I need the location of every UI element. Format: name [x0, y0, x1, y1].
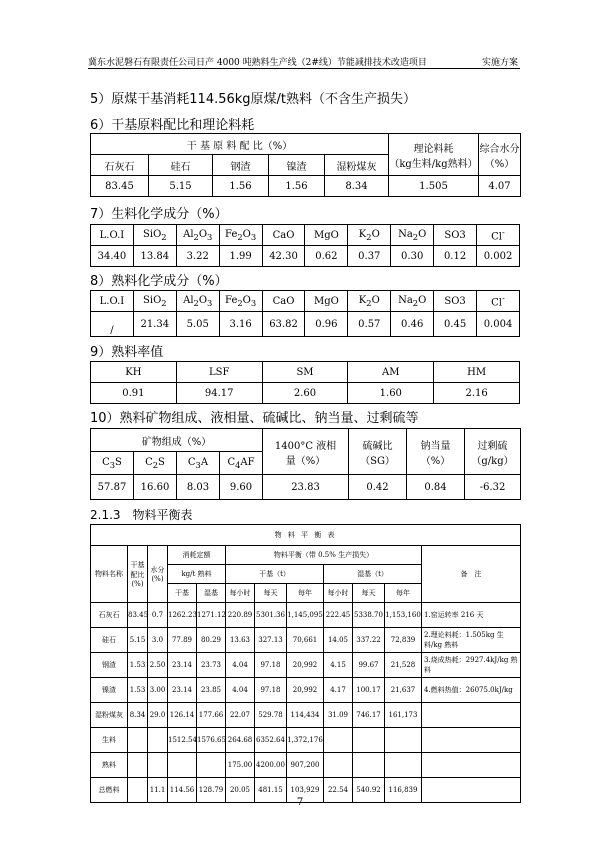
mineral-header: 矿物组成（%）: [91, 429, 263, 452]
table-cell: 5.05: [176, 312, 219, 337]
table-cell: 21,637: [385, 678, 422, 703]
h-dry-ratio: 干基配比(%): [128, 546, 148, 603]
table-cell: 99.67: [353, 653, 385, 678]
table-cell: 0.30: [391, 246, 434, 267]
table-cell: 20,992: [287, 653, 324, 678]
table-cell: 31.09: [324, 703, 353, 728]
table-cell: 13.63: [226, 628, 255, 653]
h-consume-dry: 干基: [168, 584, 197, 603]
chem-header: $Al_2O_3$: [176, 291, 219, 312]
table-cell: 126.14: [168, 703, 197, 728]
table-cell: [385, 753, 422, 778]
water-header: 综合水分 （%）: [479, 134, 521, 176]
material-name: 生料: [91, 728, 128, 753]
raw-ratio-table: [90, 133, 521, 197]
table-cell: 8.34: [325, 176, 389, 197]
table-cell: 2.50: [148, 653, 168, 678]
mineral-c3s: $C_3S$: [91, 452, 134, 475]
h-wet-t: 湿基（t）: [324, 565, 422, 584]
h-consume-unit: kg/t 熟料: [168, 565, 226, 584]
table-cell: 0.42: [349, 475, 407, 500]
liquid-header: 1400°C 液相 量（%）: [263, 429, 349, 475]
chem-header: $K_2O$: [348, 291, 391, 312]
material-name: 硅石: [91, 628, 128, 653]
table-cell: 97.18: [255, 678, 287, 703]
table-cell: 2.16: [434, 383, 520, 404]
table-cell: 70,661: [287, 628, 324, 653]
table-cell: 1576.65: [197, 728, 226, 753]
table-cell: 100.17: [353, 678, 385, 703]
table-row: [91, 653, 521, 678]
table-cell: 222.45: [324, 603, 353, 628]
section-8-heading: 8）熟料化学成分（%）: [90, 274, 228, 289]
table-cell: 161,173: [385, 703, 422, 728]
table-row: [91, 728, 521, 753]
chem-header: $K_2O$: [348, 225, 391, 246]
chem-header: Cl-: [477, 225, 520, 246]
table-row: [91, 603, 521, 628]
h-wet-day: 每天: [353, 584, 385, 603]
page-number: 7: [296, 797, 304, 808]
table-cell: 337.22: [353, 628, 385, 653]
table-cell: 34.40: [91, 246, 134, 267]
table-cell: 175.00: [226, 753, 255, 778]
table-cell: 481.15: [255, 778, 287, 803]
section-6-heading: 6）干基原料配比和理论料耗: [90, 118, 255, 133]
h-dry-hour: 每小时: [226, 584, 255, 603]
clinker-modulus-table: [90, 361, 520, 404]
table-cell: 2.60: [262, 383, 348, 404]
table-cell: 529.78: [255, 703, 287, 728]
chem-header: CaO: [262, 225, 305, 246]
h-dry-day: 每天: [255, 584, 287, 603]
table-cell: 177.66: [197, 703, 226, 728]
table-cell: 1.53: [128, 653, 148, 678]
table-cell: 3.烧成热耗：2927.4kJ/kg 熟料: [422, 653, 521, 678]
material-name: 钢渣: [91, 653, 128, 678]
chem-header: CaO: [262, 291, 305, 312]
table-cell: 21,528: [385, 653, 422, 678]
table-cell: 14.05: [324, 628, 353, 653]
table-cell: 5301.36: [255, 603, 287, 628]
table-cell: 1.53: [128, 678, 148, 703]
h-dry-year: 每年: [287, 584, 324, 603]
table-cell: [148, 728, 168, 753]
col-nickel-slag: 镍渣: [269, 155, 325, 176]
mineral-c4af: $C_4AF$: [220, 452, 263, 475]
table-cell: 1.窑运转率 216 天: [422, 603, 521, 628]
header-doc-type: 实施方案: [481, 58, 518, 68]
table-cell: 9.60: [220, 475, 263, 500]
table-header: HM: [434, 362, 520, 383]
table-cell: [324, 728, 353, 753]
h-consume-wet: 湿基: [197, 584, 226, 603]
h-material-name: 物料名称: [91, 546, 128, 603]
h-water: 水分(%): [148, 546, 168, 603]
table-cell: 3.0: [148, 628, 168, 653]
table-cell: 8.34: [128, 703, 148, 728]
table-cell: 23.14: [168, 678, 197, 703]
table-cell: 0.84: [407, 475, 465, 500]
table-cell: 13.84: [133, 246, 176, 267]
chem-header: $Fe_2O_3$: [219, 291, 262, 312]
table-cell: 83.45: [91, 176, 149, 197]
h-note: 备 注: [422, 546, 521, 603]
table-cell: 5338.70: [353, 603, 385, 628]
table-cell: 1,145,095: [287, 603, 324, 628]
header-project: 冀东水泥磐石有限责任公司日产 4000 吨熟料生产线（2#线）节能减排技术改造项目: [88, 58, 427, 68]
h-balance: 物料平衡（带 0.5% 生产损失）: [226, 546, 422, 565]
table-row: [91, 678, 521, 703]
material-name: 总燃料: [91, 778, 128, 803]
section-213-heading: 2.1.3 物料平衡表: [90, 508, 193, 522]
table-cell: 22.54: [324, 778, 353, 803]
table-cell: 0.37: [348, 246, 391, 267]
table-cell: 4.04: [226, 653, 255, 678]
section-10-heading: 10）熟料矿物组成、液相量、硫碱比、钠当量、过剩硫等: [90, 411, 419, 426]
table-cell: [168, 753, 197, 778]
section-5-heading: 5）原煤干基消耗114.56kg原煤/t熟料（不含生产损失）: [90, 92, 417, 107]
table-cell: 0.96: [305, 312, 348, 337]
table-cell: /: [91, 312, 134, 337]
page-header: [88, 55, 518, 68]
h-wet-hour: 每小时: [324, 584, 353, 603]
table-cell: 20,992: [287, 678, 324, 703]
table-cell: 128.79: [197, 778, 226, 803]
table-cell: 4.17: [324, 678, 353, 703]
section-9-heading: 9）熟料率值: [90, 345, 164, 360]
table-cell: 20.05: [226, 778, 255, 803]
mineral-c3a: $C_3A$: [177, 452, 220, 475]
chem-header: SiO$_2$: [133, 291, 176, 312]
table-cell: [324, 753, 353, 778]
chem-header: $Na_2O$: [391, 225, 434, 246]
table-cell: 0.7: [148, 603, 168, 628]
table-cell: 1.60: [348, 383, 434, 404]
mineral-c2s: $C_2S$: [134, 452, 177, 475]
table-cell: 264.68: [226, 728, 255, 753]
na-header: 钠当量 （%）: [407, 429, 465, 475]
table-cell: [197, 753, 226, 778]
table-cell: 42.30: [262, 246, 305, 267]
raw-meal-chem-table: [90, 224, 520, 267]
table-header: SM: [262, 362, 348, 383]
chem-header: MgO: [305, 291, 348, 312]
table-cell: 1,153,160: [385, 603, 422, 628]
chem-header: SiO$_2$: [133, 225, 176, 246]
table-cell: 2.理论料耗：1.505kg 生料/kg 熟料: [422, 628, 521, 653]
table-cell: 4.燃料热值：26075.0kJ/kg: [422, 678, 521, 703]
table-cell: 3.00: [148, 678, 168, 703]
table-cell: 83.45: [128, 603, 148, 628]
chem-header: L.O.I: [91, 225, 134, 246]
col-fly-ash: 湿粉煤灰: [325, 155, 389, 176]
table-cell: 0.91: [91, 383, 177, 404]
table-cell: 11.1: [148, 778, 168, 803]
table-cell: 4.15: [324, 653, 353, 678]
h-consume: 消耗定额: [168, 546, 226, 565]
h-dry-t: 干基（t）: [226, 565, 324, 584]
table-cell: 63.82: [262, 312, 305, 337]
table-cell: 907,200: [287, 753, 324, 778]
table-cell: 23.14: [168, 653, 197, 678]
table-cell: 116,839: [385, 778, 422, 803]
table-cell: 23.73: [197, 653, 226, 678]
material-name: 镍渣: [91, 678, 128, 703]
table-cell: 0.57: [348, 312, 391, 337]
table-cell: 1.56: [213, 176, 269, 197]
table-cell: 0.002: [477, 246, 520, 267]
table-cell: 103,929: [287, 778, 324, 803]
chem-header: SO3: [434, 291, 477, 312]
chem-header: $Al_2O_3$: [176, 225, 219, 246]
table-cell: 0.46: [391, 312, 434, 337]
table-cell: 6352.64: [255, 728, 287, 753]
excess-s-header: 过剩硫 （g/kg）: [465, 429, 521, 475]
chem-header: MgO: [305, 225, 348, 246]
sg-header: 硫碱比 （SG）: [349, 429, 407, 475]
table-cell: 114,434: [287, 703, 324, 728]
chem-header: Cl-: [477, 291, 520, 312]
table-cell: 97.18: [255, 653, 287, 678]
table-cell: 1512.54: [168, 728, 197, 753]
clinker-chem-table: [90, 290, 520, 337]
table-cell: 3.16: [219, 312, 262, 337]
col-limestone: 石灰石: [91, 155, 149, 176]
table-cell: 5.15: [128, 628, 148, 653]
table-cell: 23.85: [197, 678, 226, 703]
h-wet-year: 每年: [385, 584, 422, 603]
table-cell: 0.12: [434, 246, 477, 267]
table-cell: [422, 728, 521, 753]
table-cell: 21.34: [133, 312, 176, 337]
table-cell: 8.03: [177, 475, 220, 500]
table-cell: 4200.00: [255, 753, 287, 778]
table-cell: 1.56: [269, 176, 325, 197]
header-rule: [88, 68, 520, 69]
table-row: [91, 628, 521, 653]
col-silica: 硅石: [149, 155, 213, 176]
table-cell: 80.29: [197, 628, 226, 653]
table-cell: 4.04: [226, 678, 255, 703]
material-name: 石灰石: [91, 603, 128, 628]
table-cell: -6.32: [465, 475, 521, 500]
table-cell: 3.22: [176, 246, 219, 267]
table-cell: 114.56: [168, 778, 197, 803]
table-cell: 220.89: [226, 603, 255, 628]
table-cell: 540.92: [353, 778, 385, 803]
table-cell: 16.60: [134, 475, 177, 500]
balance-table-title: 物 料 平 衡 表: [91, 525, 521, 546]
table-cell: 1,372,176: [287, 728, 324, 753]
table-cell: 1262.23: [168, 603, 197, 628]
col-steel-slag: 钢渣: [213, 155, 269, 176]
chem-header: SO3: [434, 225, 477, 246]
table-cell: [385, 728, 422, 753]
table-cell: [422, 703, 521, 728]
material-name: 湿粉煤灰: [91, 703, 128, 728]
table-cell: 746.17: [353, 703, 385, 728]
table-cell: 0.004: [477, 312, 520, 337]
chem-header: L.O.I: [91, 291, 134, 312]
material-name: 熟料: [91, 753, 128, 778]
table-cell: [422, 753, 521, 778]
table-cell: [128, 728, 148, 753]
clinker-mineral-table: [90, 428, 521, 500]
ratio-group-header: 干 基 原 料 配 比（%）: [91, 134, 389, 155]
table-cell: [353, 753, 385, 778]
table-cell: 0.62: [305, 246, 348, 267]
table-cell: [148, 753, 168, 778]
table-row: [91, 753, 521, 778]
table-cell: 5.15: [149, 176, 213, 197]
table-cell: 57.87: [91, 475, 134, 500]
table-cell: 72,839: [385, 628, 422, 653]
table-cell: 29.0: [148, 703, 168, 728]
table-cell: 1.505: [389, 176, 479, 197]
table-header: AM: [348, 362, 434, 383]
table-cell: 1.99: [219, 246, 262, 267]
table-cell: 0.45: [434, 312, 477, 337]
table-header: LSF: [176, 362, 262, 383]
chem-header: $Na_2O$: [391, 291, 434, 312]
table-cell: [353, 728, 385, 753]
table-cell: 22.07: [226, 703, 255, 728]
table-cell: [128, 753, 148, 778]
table-cell: 23.83: [263, 475, 349, 500]
table-cell: 94.17: [176, 383, 262, 404]
table-cell: 1271.12: [197, 603, 226, 628]
table-header: KH: [91, 362, 177, 383]
chem-header: $Fe_2O_3$: [219, 225, 262, 246]
table-cell: 4.07: [479, 176, 521, 197]
section-7-heading: 7）生料化学成分（%）: [90, 207, 228, 222]
material-balance-table: [90, 524, 521, 803]
table-row: [91, 703, 521, 728]
theory-header: 理论料耗 （kg生料/kg熟料）: [389, 134, 479, 176]
table-cell: 77.89: [168, 628, 197, 653]
table-cell: 327.13: [255, 628, 287, 653]
